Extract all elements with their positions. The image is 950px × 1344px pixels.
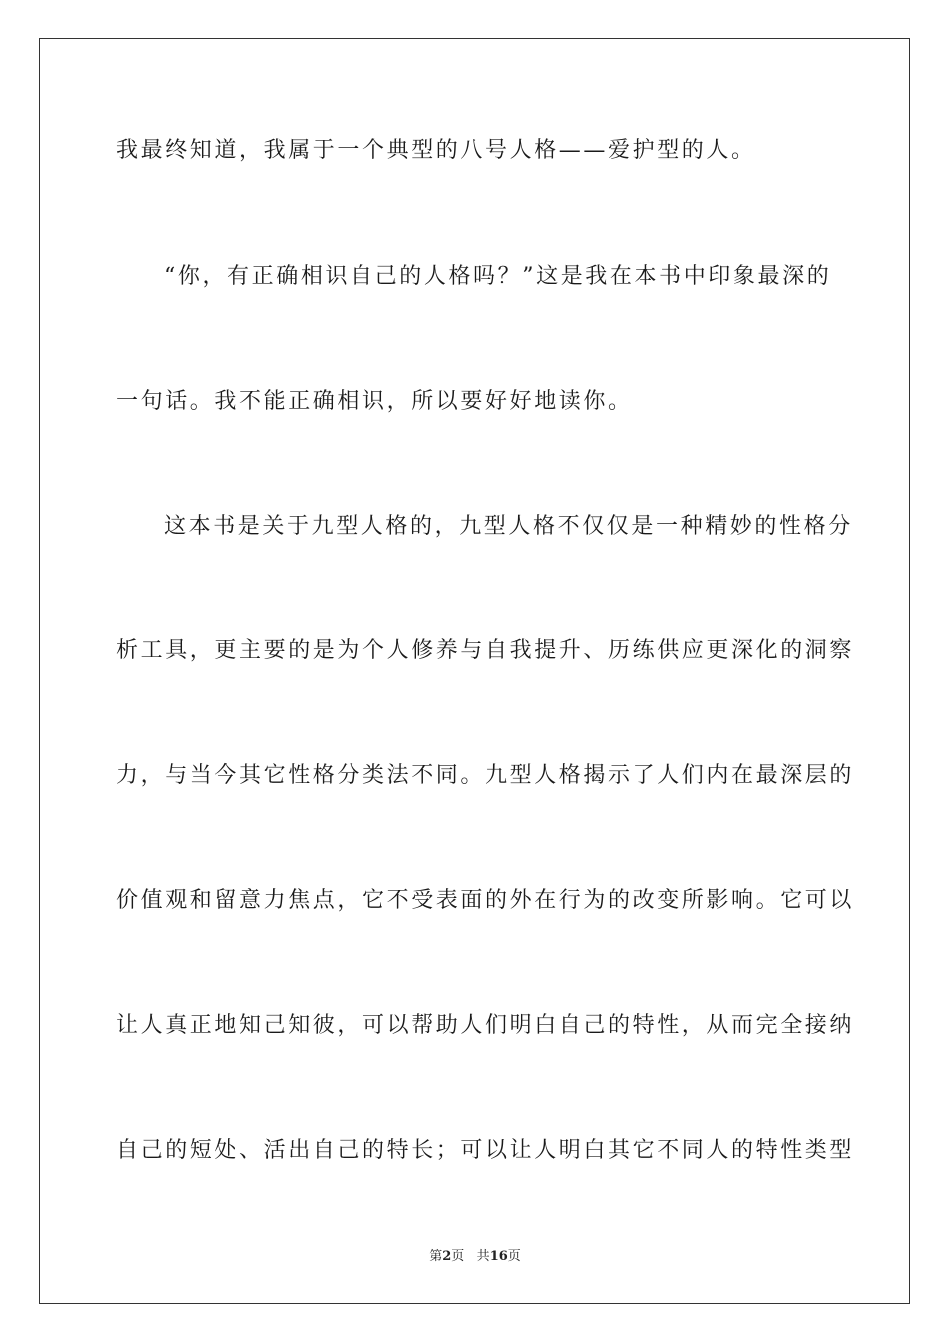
footer-total-prefix: 共 (476, 1249, 490, 1264)
footer-prefix: 第 (429, 1249, 443, 1264)
footer-page-unit: 页 (451, 1249, 465, 1264)
current-page-number: 2 (442, 1249, 452, 1264)
paragraph-line: 自己的短处、活出自己的特长；可以让人明白其它不同人的特性类型 (116, 1138, 855, 1163)
paragraph-line: “你，有正确相识自己的人格吗？”这是我在本书中印象最深的 (164, 264, 832, 289)
paragraph-line: 价值观和留意力焦点，它不受表面的外在行为的改变所影响。它可以 (116, 888, 855, 913)
paragraph-line: 我最终知道，我属于一个典型的八号人格——爱护型的人。 (116, 138, 756, 163)
paragraph-line: 这本书是关于九型人格的，九型人格不仅仅是一种精妙的性格分 (164, 514, 853, 539)
paragraph-line: 析工具，更主要的是为个人修养与自我提升、历练供应更深化的洞察 (116, 638, 855, 663)
page-border (39, 38, 910, 1304)
page-footer (0, 1248, 950, 1266)
footer-total-unit: 页 (507, 1249, 521, 1264)
paragraph-line: 让人真正地知己知彼，可以帮助人们明白自己的特性，从而完全接纳 (116, 1013, 855, 1038)
paragraph-line: 一句话。我不能正确相识，所以要好好地读你。 (116, 389, 633, 414)
paragraph-line: 力，与当今其它性格分类法不同。九型人格揭示了人们内在最深层的 (116, 763, 855, 788)
total-pages-number: 16 (489, 1249, 508, 1264)
